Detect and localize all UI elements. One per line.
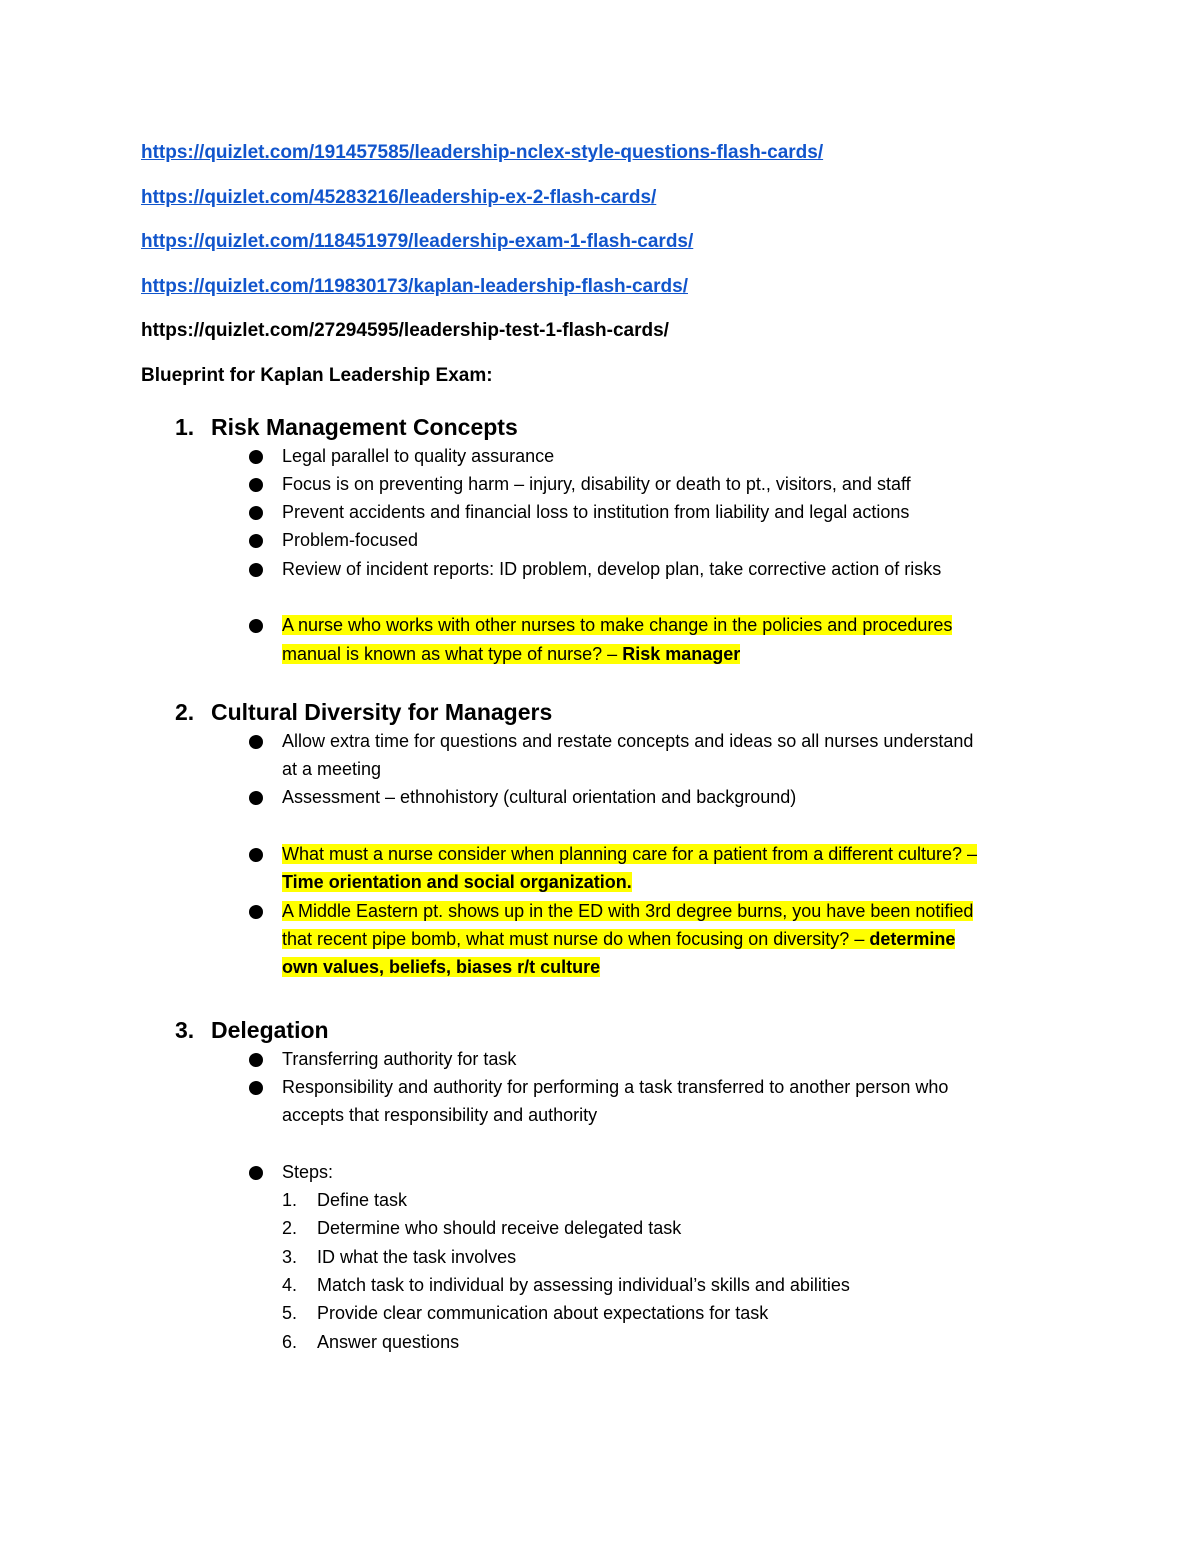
- section-cultural-diversity: [141, 696, 1071, 982]
- bullet-list: [141, 1045, 1071, 1186]
- quizlet-link-3[interactable]: [141, 229, 1071, 255]
- list-item: Allow extra time for questions and restate concepts and ideas so all nurses understand at a meeting: [141, 727, 1072, 784]
- answer-text: Time orientation and social organization.: [282, 872, 632, 893]
- step-item: 4. Match task to individual by assessing individual’s skills and abilities: [282, 1274, 850, 1295]
- bullet-icon: [249, 1081, 263, 1095]
- step-item: 5. Provide clear communication about expectations for task: [282, 1303, 769, 1324]
- answer-text: determine: [869, 928, 956, 949]
- list-item: Responsibility and authority for performing a task transferred to another person who accepts that responsibility and authority: [141, 1073, 1072, 1130]
- section-delegation: [141, 1014, 1071, 1356]
- bullet-icon: [249, 1053, 263, 1067]
- list-item: Steps:: [141, 1158, 1072, 1186]
- step-item: 2. Determine who should receive delegated task: [282, 1218, 682, 1239]
- steps-list: [141, 1186, 1071, 1356]
- section-heading: [175, 1014, 1071, 1046]
- highlighted-question: What must a nurse consider when planning care for a patient from a different culture? – Time orientation and social organization.: [141, 840, 1072, 897]
- bullet-icon: [249, 534, 263, 548]
- blueprint-title: Blueprint for Kaplan Leadership Exam:: [141, 364, 493, 386]
- quizlet-link-4[interactable]: [141, 274, 1071, 300]
- section-number: 2.: [175, 698, 195, 725]
- bullet-list: [141, 727, 1071, 982]
- bullet-icon: [249, 848, 263, 862]
- section-title: Delegation: [211, 1016, 329, 1043]
- bullet-icon: [249, 735, 263, 749]
- link-text[interactable]: https://quizlet.com/118451979/leadership-exam-1-flash-cards/: [141, 231, 694, 252]
- bullet-icon: [249, 506, 263, 520]
- list-item: Review of incident reports: ID problem, develop plan, take corrective action of risks: [141, 555, 1072, 583]
- bullet-icon: [249, 905, 263, 919]
- link-text[interactable]: https://quizlet.com/191457585/leadership-nclex-style-questions-flash-cards/: [141, 142, 824, 163]
- highlighted-question: A nurse who works with other nurses to make change in the policies and procedures manual is known as what type of nurse? – Risk manager: [141, 611, 1072, 668]
- bullet-icon: [249, 619, 263, 633]
- bullet-icon: [249, 1166, 263, 1180]
- list-item: Assessment – ethnohistory (cultural orientation and background): [141, 783, 1072, 811]
- bullet-icon: [249, 791, 263, 805]
- highlighted-question: A Middle Eastern pt. shows up in the ED with 3rd degree burns, you have been notified that recent pipe bomb, what must nurse do when focusing on diversity? – determine own values, beliefs, biases r/t culture: [141, 897, 1072, 982]
- quizlet-link-2[interactable]: [141, 185, 1071, 211]
- spacer: [141, 812, 1072, 840]
- link-text[interactable]: https://quizlet.com/119830173/kaplan-leadership-flash-cards/: [141, 275, 688, 297]
- answer-text: own values, beliefs, biases r/t culture: [282, 957, 601, 978]
- section-number: 1.: [175, 413, 195, 440]
- quizlet-url-plain: https://quizlet.com/27294595/leadership-test-1-flash-cards/: [141, 320, 669, 341]
- list-item: Focus is on preventing harm – injury, disability or death to pt., visitors, and staff: [141, 470, 1072, 498]
- link-text[interactable]: https://quizlet.com/45283216/leadership-ex-2-flash-cards/: [141, 186, 657, 208]
- list-item: Problem-focused: [141, 526, 1072, 554]
- answer-text: Risk manager: [622, 643, 741, 664]
- section-title: Cultural Diversity for Managers: [211, 698, 553, 725]
- step-item: 1. Define task: [282, 1190, 408, 1211]
- list-item: Transferring authority for task: [141, 1045, 1072, 1073]
- section-heading: [175, 696, 1071, 728]
- quizlet-link-1[interactable]: [141, 140, 1071, 166]
- list-item: Prevent accidents and financial loss to institution from liability and legal actions: [141, 498, 1072, 526]
- bullet-icon: [249, 563, 263, 577]
- bullet-icon: [249, 478, 263, 492]
- bullet-list: [141, 442, 1071, 668]
- section-number: 3.: [175, 1016, 195, 1043]
- bullet-icon: [249, 450, 263, 464]
- step-item: 6. Answer questions: [282, 1331, 460, 1352]
- spacer: [141, 1129, 1072, 1157]
- document-content: [141, 140, 1071, 1356]
- section-risk-management: [141, 411, 1071, 668]
- section-title: Risk Management Concepts: [211, 413, 518, 440]
- spacer: [141, 583, 1072, 611]
- list-item: Legal parallel to quality assurance: [141, 442, 1072, 470]
- section-heading: [175, 411, 1071, 443]
- step-item: 3. ID what the task involves: [282, 1246, 517, 1267]
